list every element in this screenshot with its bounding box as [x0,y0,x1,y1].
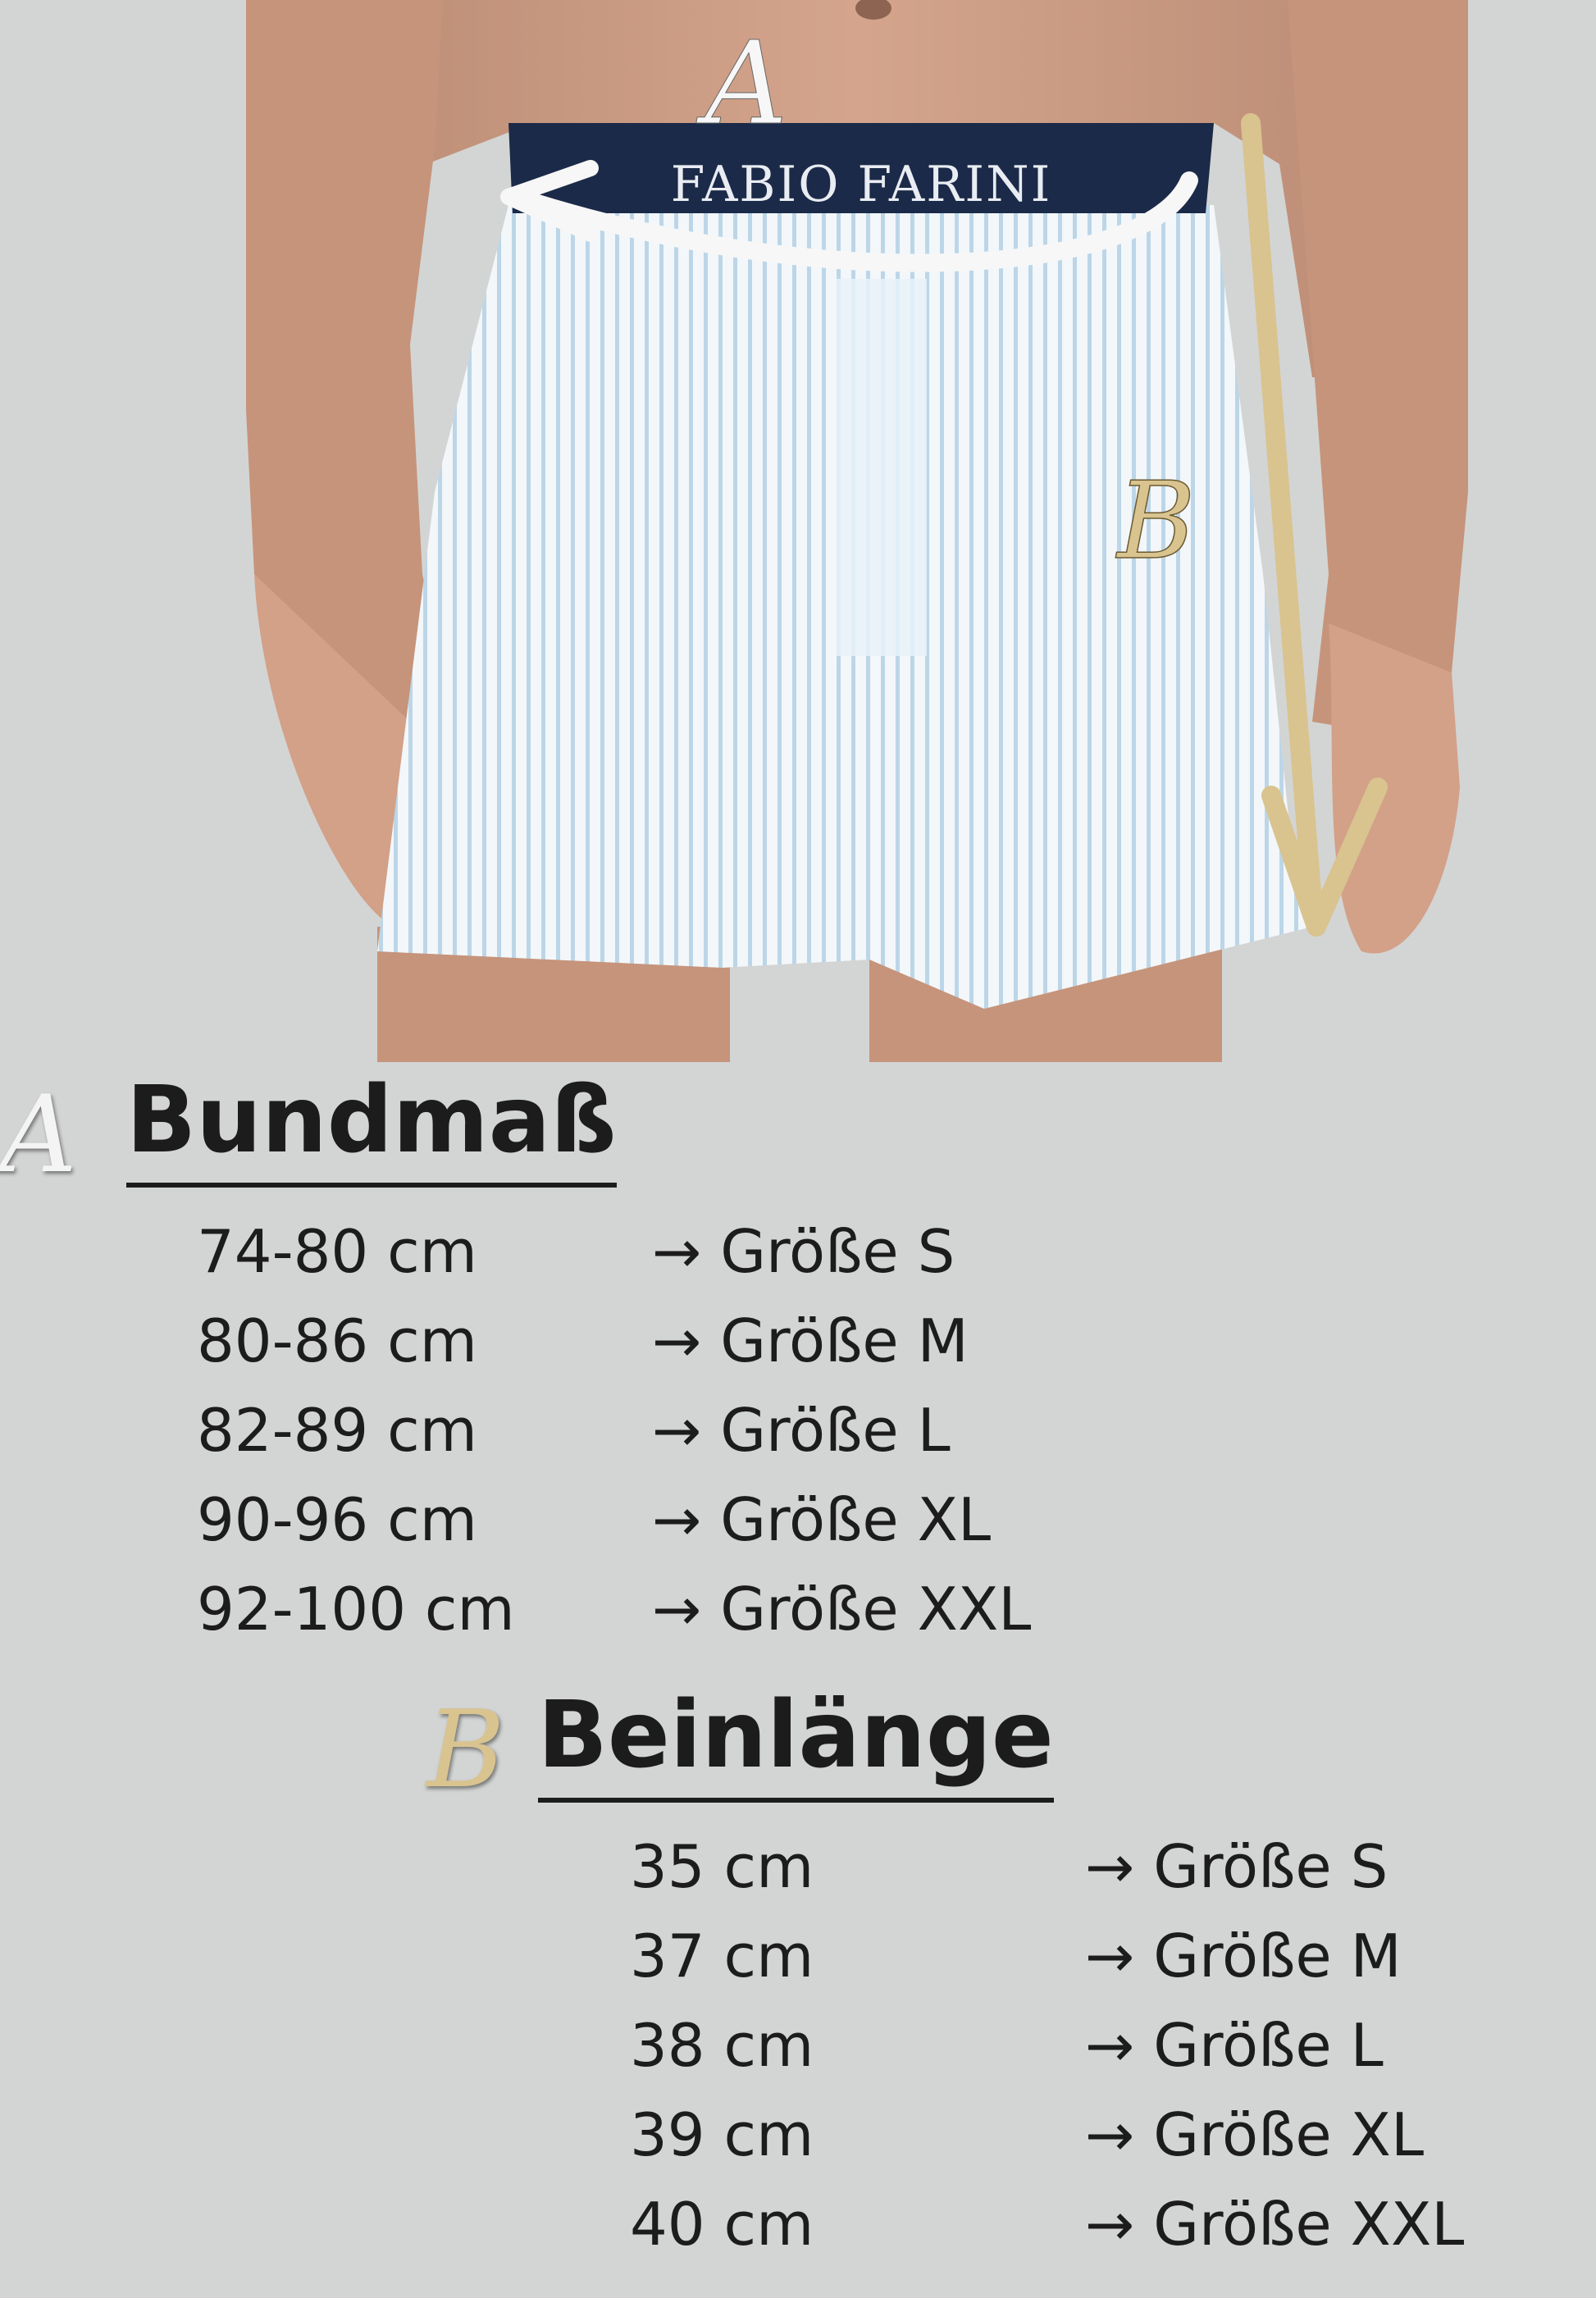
section-b-header [426,1682,1054,1812]
brand-text: FABIO FARINI [670,156,1052,213]
size-value: → Größe S [652,1217,955,1286]
shorts-fly [837,279,927,656]
measure-value: 38 cm [630,2011,814,2080]
section-b-letter: B [426,1687,505,1812]
measure-value: 35 cm [630,1832,814,1901]
table-row [197,1485,1181,1580]
measure-value: 92-100 cm [197,1575,515,1644]
size-value: → Größe XXL [652,1575,1032,1644]
table-row [197,1575,1181,1669]
table-row [630,1832,1573,1926]
size-value: → Größe S [1085,1832,1389,1901]
table-row [630,1922,1573,2016]
measure-value: 40 cm [630,2190,814,2259]
section-a-header [0,1067,617,1197]
section-a-title: Bundmaß [126,1074,617,1188]
measure-value: 90-96 cm [197,1485,477,1554]
size-value: → Größe M [652,1306,969,1375]
measure-value: 37 cm [630,1922,814,1990]
section-b-rows [630,1832,1573,2284]
measure-value: 80-86 cm [197,1306,477,1375]
size-value: → Größe XL [652,1485,992,1554]
section-b-title: Beinlänge [538,1689,1054,1803]
size-value: → Größe XL [1085,2100,1425,2169]
size-value: → Größe M [1085,1922,1402,1990]
table-row [197,1396,1181,1490]
boxer-shorts-illustration [246,0,1468,1062]
marker-b: B [1117,458,1196,583]
size-value: → Größe XXL [1085,2190,1465,2259]
table-row [630,2100,1573,2195]
measure-value: 74-80 cm [197,1217,477,1286]
product-photo [246,0,1468,1062]
table-row [197,1217,1181,1311]
section-a-rows [197,1217,1181,1669]
table-row [630,2190,1573,2284]
size-value: → Größe L [1085,2011,1384,2080]
right-hand [1329,623,1460,954]
marker-a: A [705,17,788,151]
table-row [197,1306,1181,1401]
section-a-letter: A [0,1072,77,1197]
size-value: → Größe L [652,1396,951,1465]
measure-value: 82-89 cm [197,1396,477,1465]
right-arm [1288,0,1468,738]
measure-value: 39 cm [630,2100,814,2169]
table-row [630,2011,1573,2105]
